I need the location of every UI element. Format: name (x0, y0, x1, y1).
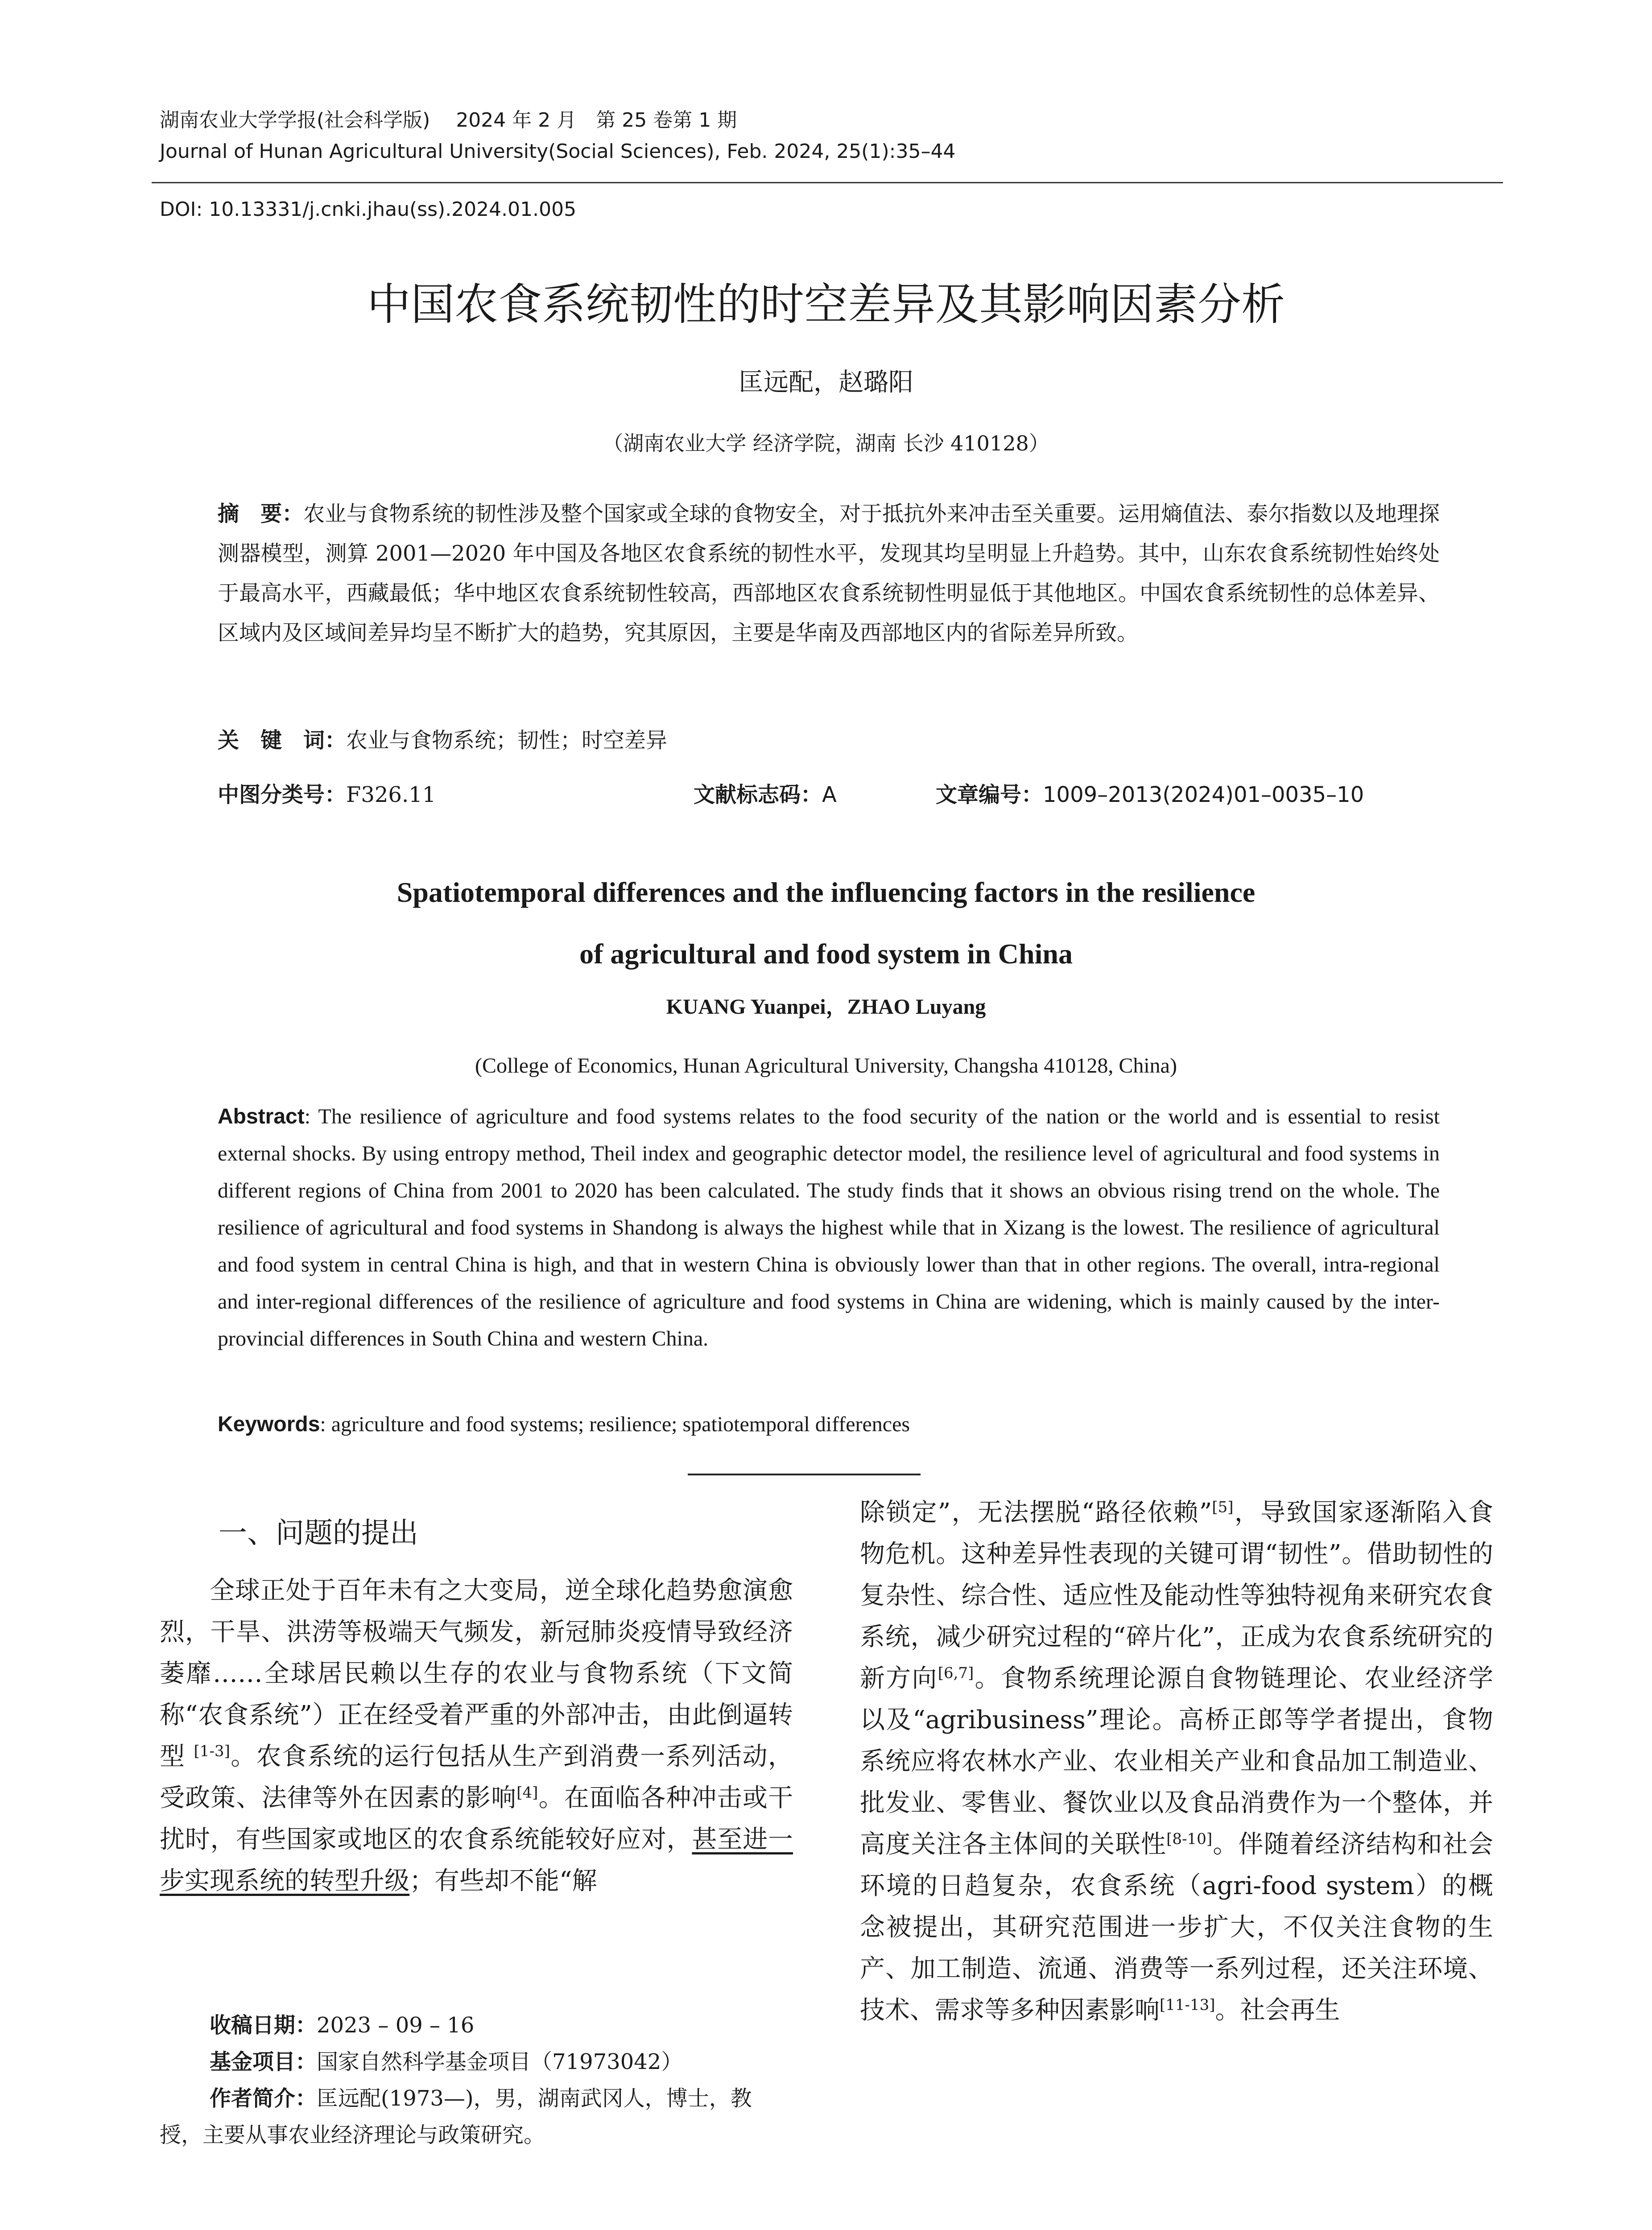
body-text: 全球正处于百年未有之大变局，逆全球化趋势愈演愈烈，干旱、洪涝等极端天气频发，新冠肺炎疫情导致经济萎靡……全球居民赖以生存的农业与食物系统（下文简称“农食系统”）正在经受着严重的外部冲击，由此倒逼转型 (160, 1576, 793, 1771)
affiliation-en: (College of Economics, Hunan Agricultural University, Changsha 410128, China) (475, 1054, 1177, 1078)
journal-header-en: Journal of Hunan Agricultural University(Social Sciences), Feb. 2024, 25(1):35–44 (160, 140, 956, 163)
abstract-en (218, 1098, 1440, 1357)
keywords-cn (218, 726, 667, 755)
classification-label: 中图分类号： (218, 782, 347, 807)
author-bio (160, 2080, 793, 2153)
paper-title-en (0, 862, 1652, 985)
author-bio-label: 作者简介： (210, 2086, 317, 2111)
paper-title-en-line2: of agricultural and food system in China (579, 938, 1073, 970)
funding-value: 国家自然科学基金项目（71973042） (317, 2049, 683, 2074)
underlined-text: 甚至进一步实现系统的转型升级 (160, 1825, 793, 1896)
header-rule (152, 182, 1503, 183)
keywords-cn-label: 关 键 词： (218, 728, 347, 753)
body-paragraph-continued (860, 1492, 1493, 2031)
funding (160, 2044, 793, 2080)
section-separator (688, 1474, 921, 1475)
keywords-en-text: : agriculture and food systems; resilience; spatiotemporal differences (320, 1412, 910, 1436)
body-text: 。农食系统的运行包括从生产到消费一系列活动，受政策、法律等外在因素的影响 (160, 1742, 793, 1813)
citation: [1-3] (194, 1742, 230, 1760)
citation: [5] (1212, 1498, 1234, 1516)
body-text: 除锁定”，无法摆脱“路径依赖” (860, 1498, 1212, 1527)
abstract-cn-label: 摘 要： (218, 501, 304, 526)
body-text: ；有些却不能“解 (409, 1867, 597, 1896)
journal-header-cn: 湖南农业大学学报(社会科学版) 2024 年 2 月 第 25 卷第 1 期 (160, 109, 737, 132)
document-code-label: 文献标志码： (694, 782, 822, 807)
doi: DOI: 10.13331/j.cnki.jhau(ss).2024.01.005 (160, 198, 577, 221)
citation: [4] (516, 1784, 538, 1802)
body-text: 。社会再生 (1215, 1996, 1340, 2025)
keywords-cn-text: 农业与食物系统；韧性；时空差异 (346, 728, 668, 753)
article-number-label: 文章编号： (936, 782, 1043, 807)
affiliation-cn: （湖南农业大学 经济学院，湖南 长沙 410128） (603, 431, 1049, 455)
body-text: ，导致国家逐渐陷入食物危机。这种差异性表现的关键可谓“韧性”。借助韧性的复杂性、综合性、适应性及能动性等独特视角来研究农食系统，减少研究过程的“碎片化”，正成为农食系统研究的新方向 (860, 1498, 1494, 1693)
received-value: 2023 – 09 – 16 (317, 2013, 475, 2038)
body-paragraph (160, 1570, 793, 1902)
authors-en: KUANG Yuanpei，ZHAO Luyang (666, 995, 986, 1019)
abstract-en-text: : The resilience of agriculture and food systems relates to the food security of the nation or the world and is essential to resist external shocks. By using entropy method, Theil index and geographic detector model, the resilience level of agricultural and food systems in different regions of China from 2001 to 2020 has been calculated. The study finds that it shows an obvious rising trend on the whole. The resilience of agricultural and food systems in Shandong is always the highest while that in Xizang is the lowest. The resilience of agricultural and food system in central China is high, and that in western China is obviously lower than that in other regions. The overall, intra-regional and inter-regional differences of the resilience of agriculture and food systems in China are widening, which is mainly caused by the inter-provincial differences in South China and western China. (218, 1105, 1440, 1350)
received-label: 收稿日期： (210, 2013, 317, 2038)
body-column-left (160, 1570, 793, 1902)
section-heading: 一、问题的提出 (219, 1517, 418, 1550)
authors-cn: 匡远配，赵璐阳 (739, 368, 913, 397)
citation: [8-10] (1166, 1830, 1213, 1848)
abstract-en-label: Abstract (218, 1105, 305, 1128)
classification (218, 780, 436, 809)
paper-title-cn: 中国农食系统韧性的时空差异及其影响因素分析 (367, 279, 1285, 330)
paper-title-en-line1: Spatiotemporal differences and the influencing factors in the resilience (396, 876, 1256, 908)
footnote (160, 2007, 793, 2153)
keywords-en-label: Keywords (218, 1412, 320, 1436)
author-bio-value: 匡远配(1973—)，男，湖南武冈人，博士，教授，主要从事农业经济理论与政策研究。 (160, 2086, 752, 2147)
body-text: 。食物系统理论源自食物链理论、农业经济学以及“agribusiness”理论。高桥正郎等学者提出，食物系统应将农林水产业、农业相关产业和食品加工制造业、批发业、零售业、餐饮业以及食品消费作为一个整体，并高度关注各主体间的关联性 (860, 1664, 1493, 1859)
article-number (936, 780, 1364, 809)
classification-value: F326.11 (346, 782, 436, 807)
funding-label: 基金项目： (210, 2049, 317, 2074)
citation: [11-13] (1160, 1996, 1215, 2014)
received-date (160, 2007, 793, 2044)
citation: [6,7] (938, 1664, 974, 1682)
body-column-right (860, 1492, 1493, 2031)
body-text: 。伴随着经济结构和社会环境的日趋复杂，农食系统（agri-food system）的概念被提出，其研究范围进一步扩大，不仅关注食物的生产、加工制造、流通、消费等一系列过程，还关注环境、技术、需求等多种因素影响 (860, 1830, 1494, 2025)
document-code (694, 780, 837, 809)
article-number-value: 1009–2013(2024)01–0035–10 (1043, 782, 1364, 807)
abstract-cn-text: 农业与食物系统的韧性涉及整个国家或全球的食物安全，对于抵抗外来冲击至关重要。运用熵值法、泰尔指数以及地理探测器模型，测算 2001—2020 年中国及各地区农食系统的韧性水平，发现其均呈明显上升趋势。其中，山东农食系统韧性始终处于最高水平，西藏最低；华中地区农食系统韧性较高，西部地区农食系统韧性明显低于其他地区。中国农食系统韧性的总体差异、区域内及区域间差异均呈不断扩大的趋势，究其原因，主要是华南及西部地区内的省际差异所致。 (218, 501, 1440, 645)
body-text: 。在面临各种冲击或干扰时，有些国家或地区的农食系统能较好应对， (160, 1784, 793, 1854)
document-code-value: A (822, 782, 837, 807)
keywords-en (218, 1410, 910, 1439)
abstract-cn (218, 494, 1440, 653)
